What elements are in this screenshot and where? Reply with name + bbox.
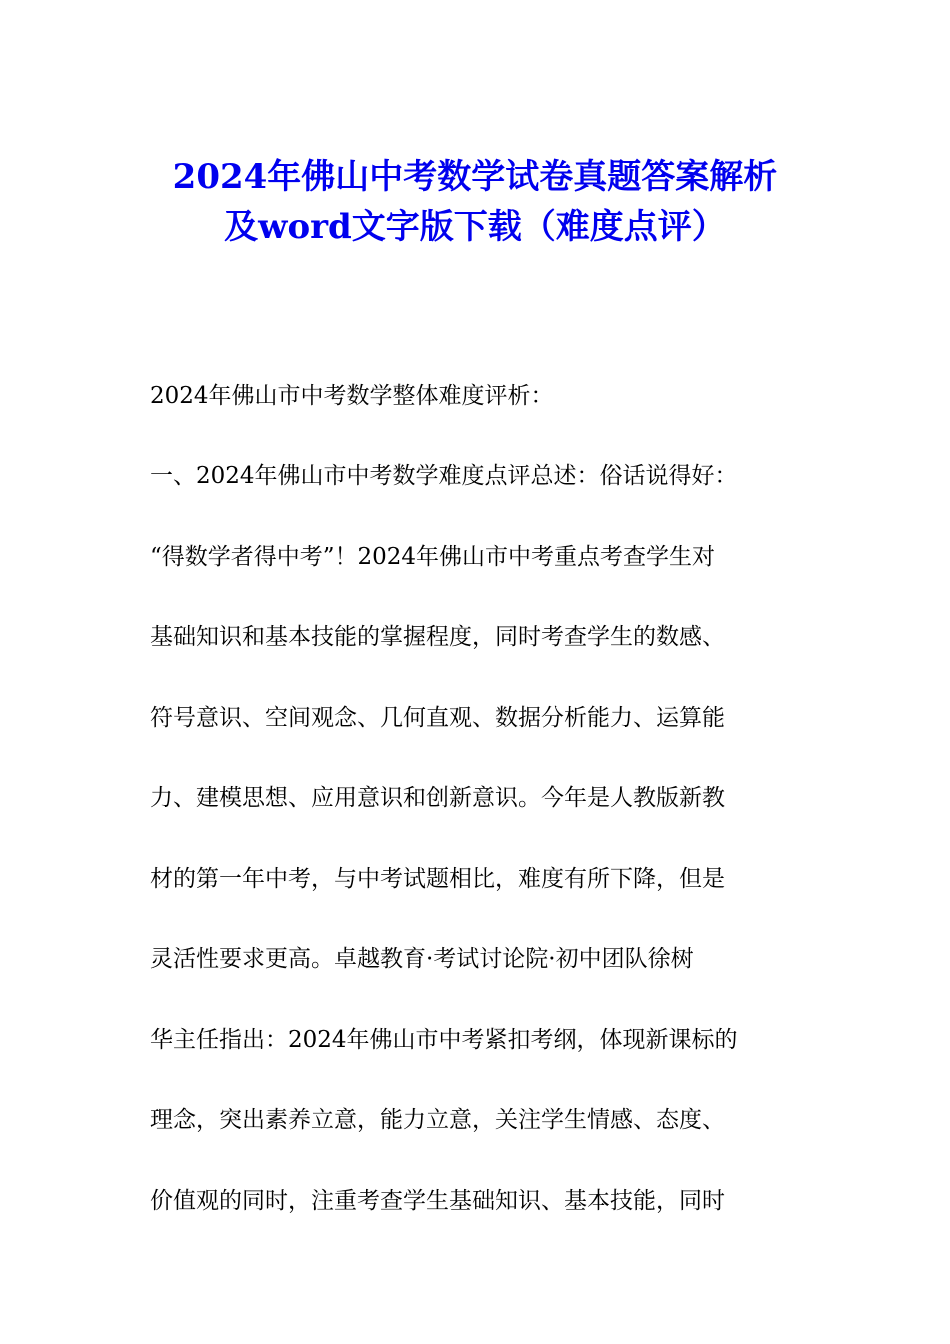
document-title — [0, 152, 950, 252]
title-line-1: 2024年佛山中考数学试卷真题答案解析 — [172, 157, 778, 197]
body-line: “得数学者得中考”！2024年佛山市中考重点考查学生对 — [150, 544, 716, 570]
body-line: 价值观的同时，注重考查学生基础知识、基本技能，同时 — [150, 1188, 725, 1214]
body-line: 力、建模思想、应用意识和创新意识。今年是人教版新教 — [150, 785, 725, 811]
body-line: 理念，突出素养立意，能力立意，关注学生情感、态度、 — [150, 1107, 725, 1133]
body-line: 符号意识、空间观念、几何直观、数据分析能力、运算能 — [150, 705, 725, 731]
body-line: 基础知识和基本技能的掌握程度，同时考查学生的数感、 — [150, 624, 725, 650]
body-line: 华主任指出：2024年佛山市中考紧扣考纲，体现新课标的 — [150, 1027, 738, 1053]
body-line: 灵活性要求更高。卓越教育·考试讨论院·初中团队徐树 — [150, 946, 694, 972]
body-line: 2024年佛山市中考数学整体难度评析： — [150, 383, 554, 409]
body-line: 材的第一年中考，与中考试题相比，难度有所下降，但是 — [150, 866, 725, 892]
body-line: 一、2024年佛山市中考数学难度点评总述：俗话说得好： — [150, 463, 738, 489]
title-line-2: 及word文字版下载（难度点评） — [224, 207, 726, 247]
